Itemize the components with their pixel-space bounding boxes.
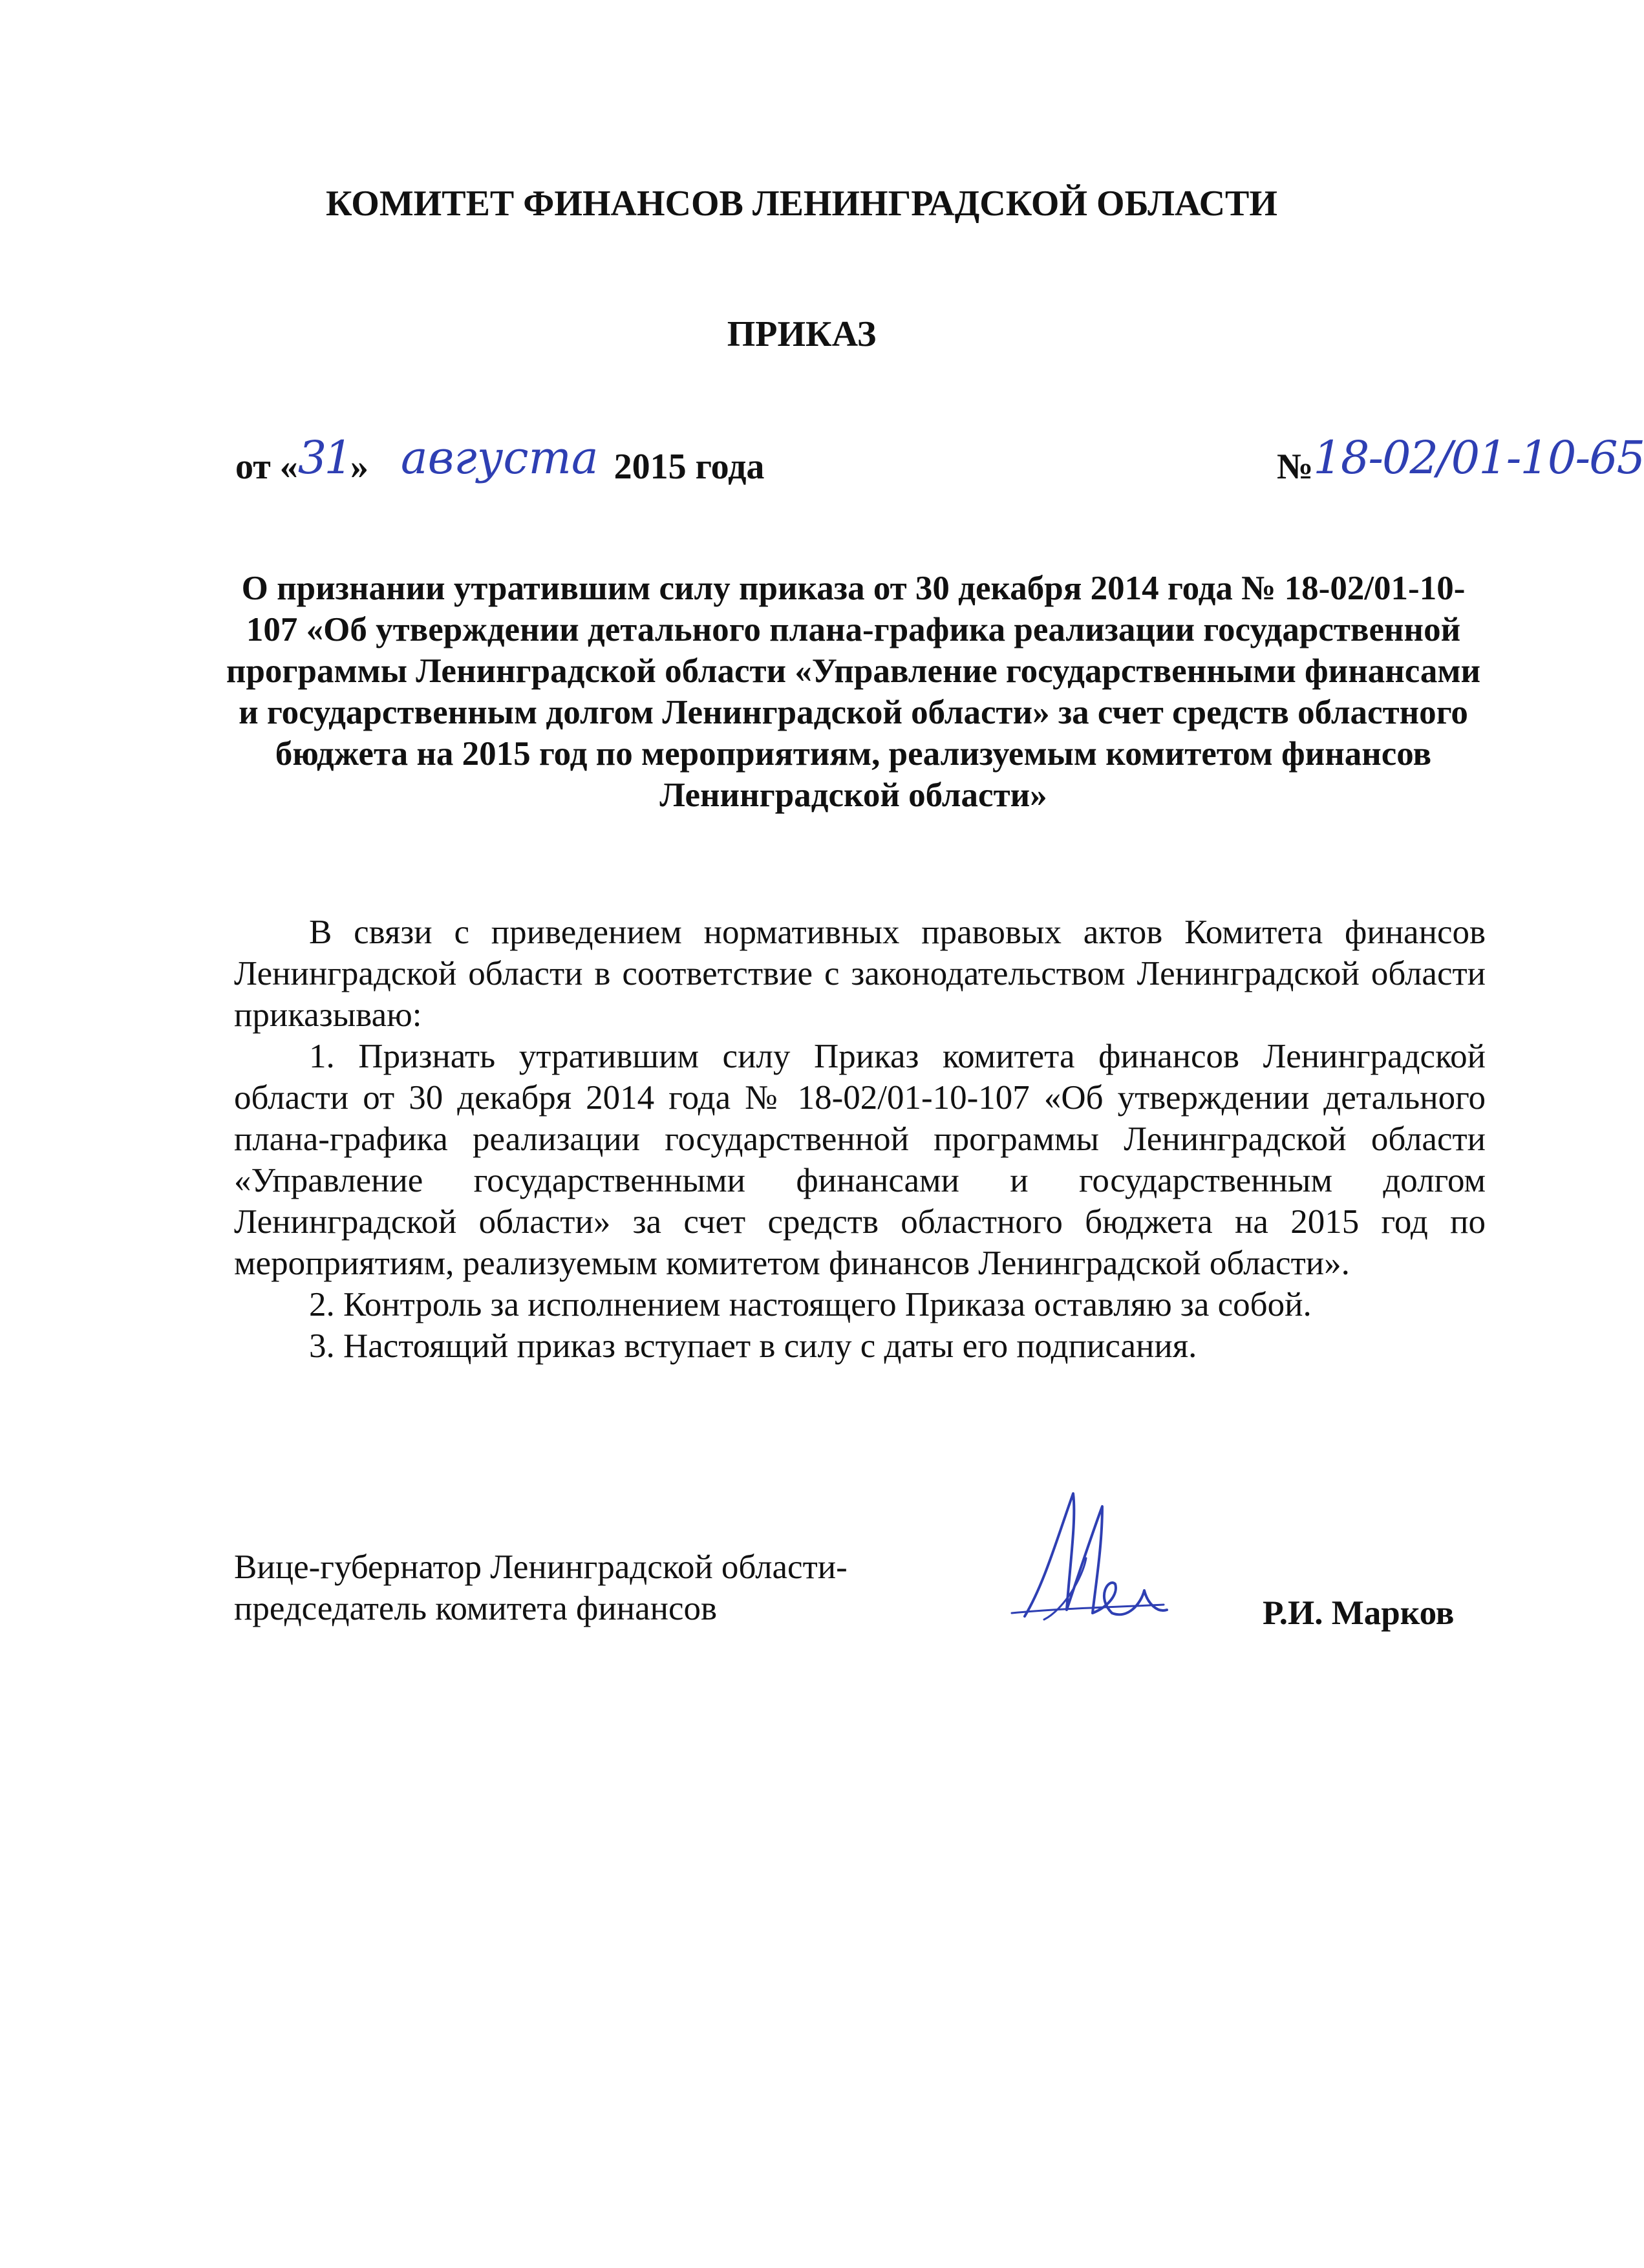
date-day-handwritten: 31 [297, 431, 350, 484]
date-close-quote: » [350, 447, 368, 487]
signatory-title-line-2: председатель комитета финансов [234, 1590, 718, 1627]
document-body [234, 912, 1486, 1367]
date-line [235, 431, 765, 489]
body-item-1: 1. Признать утратившим силу Приказ комитета финансов Ленинградской области от 30 декабря 2014 года № 18-02/01-10-107 «Об утверждении детального плана-графика реализации государственной программы Ленинградской области «Управление государственными финансами и государственным долгом Ленинградской области» за счет средств областного бюджета на 2015 год по мероприятиям, реализуемым комитетом финансов Ленинградской области». [234, 1038, 1486, 1282]
number-handwritten: 18-02/01-10-65 [1313, 431, 1644, 484]
document-number [1277, 431, 1644, 489]
body-preamble: В связи с приведением нормативных правовых актов Комитета финансов Ленинградской области в соответствие с законодательством Ленинградской области приказываю: [234, 914, 1486, 1034]
document-subject: О признании утратившим силу приказа от 30 декабря 2014 года № 18-02/01-10-107 «Об утверждении детального плана-графика реализации государственной программы Ленинградской области «Управление государственными финансами и государственным долгом Ленинградской области» за счет средств областного бюджета на 2015 год по мероприятиям, реализуемым комитетом финансов Ленинградской области» [226, 570, 1481, 814]
body-item-2: 2. Контроль за исполнением настоящего Приказа оставляю за собой. [309, 1286, 1312, 1323]
body-item-3: 3. Настоящий приказ вступает в силу с даты его подписания. [309, 1327, 1197, 1365]
signatory-title [234, 1546, 848, 1629]
handwritten-signature [1005, 1481, 1173, 1636]
date-year: 2015 года [614, 447, 765, 487]
document-type: ПРИКАЗ [727, 314, 877, 354]
date-month-handwritten: августа [400, 431, 599, 484]
signatory-name: Р.И. Марков [1263, 1594, 1455, 1632]
organization-title: КОМИТЕТ ФИНАНСОВ ЛЕНИНГРАДСКОЙ ОБЛАСТИ [326, 184, 1277, 224]
signatory-title-line-1: Вице-губернатор Ленинградской области- [234, 1548, 848, 1586]
date-prefix: от « [235, 447, 298, 487]
number-sign: № [1277, 447, 1314, 487]
